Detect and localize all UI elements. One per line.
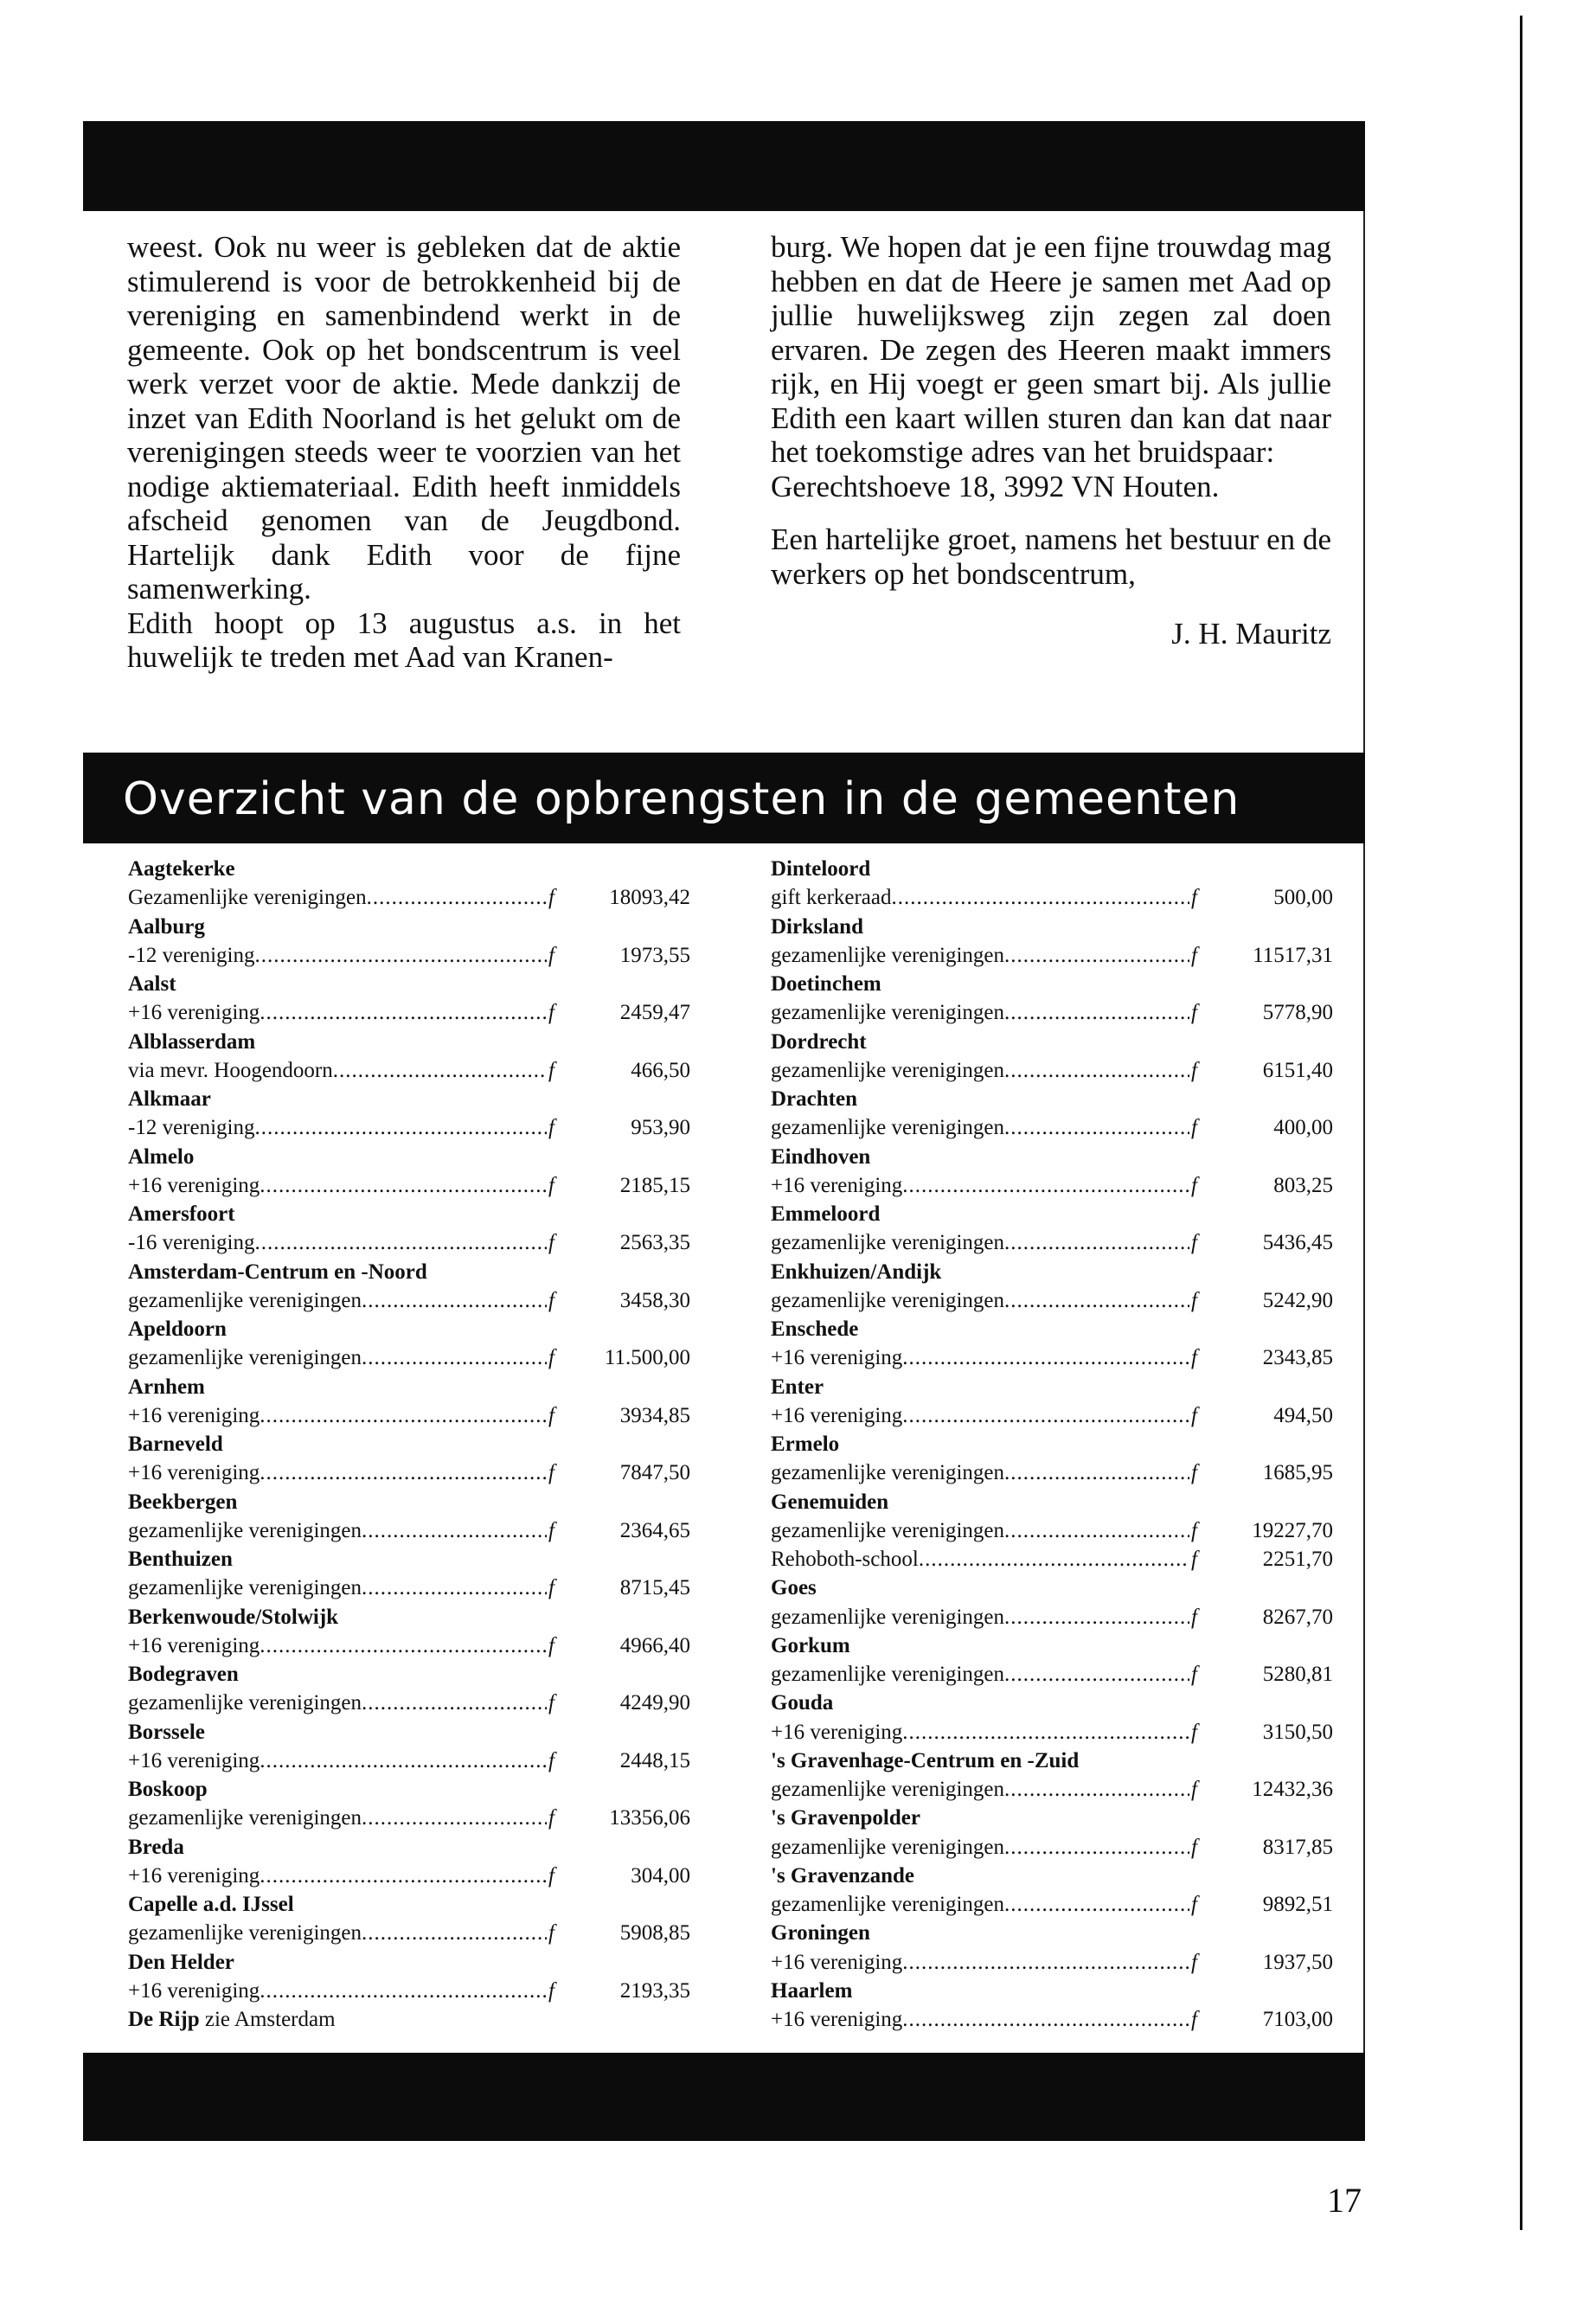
guilder-symbol: f [1191,2008,1197,2031]
dot-leader [333,1056,547,1085]
entry-amount: 3458,30 [619,1288,690,1312]
entry-description: +16 vereniging [771,1950,903,1974]
proceeds-row [771,883,1333,912]
place-name: Goes [771,1576,817,1600]
place-name: Genemuiden [771,1490,889,1514]
dot-leader [1004,1603,1189,1631]
place-name: Gouda [771,1691,834,1715]
dot-leader [1004,1660,1189,1689]
place-name: Ermelo [771,1433,840,1456]
proceeds-row [771,1516,1333,1545]
entry-description: +16 vereniging [128,1633,260,1657]
entry-amount: 8715,45 [619,1576,690,1600]
place-name: Enkhuizen/Andijk [771,1259,942,1284]
section-title: Overzicht van de opbrengsten in de gemeenten [123,773,1240,825]
dot-leader [260,1171,547,1200]
entry-amount: 2343,85 [1262,1346,1333,1370]
entry-description: gezamenlijke verenigingen [771,1461,1005,1485]
place-name: 's Gravenzande [771,1863,914,1888]
guilder-symbol: f [1191,1893,1197,1916]
dot-leader [1004,1056,1189,1085]
entry-description: Rehoboth-school [771,1548,919,1571]
article-text-right [771,230,1331,651]
dot-leader [892,883,1189,912]
entry-amount: 1937,50 [1262,1950,1333,1974]
dot-leader [367,883,547,912]
proceeds-row [771,1890,1333,1919]
dot-leader [1004,1228,1189,1257]
bottom-black-bar [83,2053,1365,2141]
entry-description: gezamenlijke verenigingen [771,1778,1005,1801]
place-name: Bodegraven [128,1663,239,1686]
guilder-symbol: f [548,1001,554,1025]
guilder-symbol: f [548,886,554,910]
entry-description: via mevr. Hoogendoorn [128,1058,333,1082]
entry-amount: 6151,40 [1262,1058,1333,1082]
entry-amount: 11.500,00 [604,1346,690,1370]
entry-amount: 7103,00 [1262,2008,1333,2031]
proceeds-row [771,1833,1333,1862]
place-name: Enschede [771,1317,859,1341]
entry-amount: 2185,15 [619,1173,690,1197]
place-name: Drachten [771,1087,857,1111]
guilder-symbol: f [548,1518,554,1542]
entry-description: gezamenlijke verenigingen [771,1663,1005,1686]
guilder-symbol: f [548,1173,554,1197]
guilder-symbol: f [548,1806,554,1830]
entry-amount: 2193,35 [619,1978,690,2003]
dot-leader [902,1171,1189,1200]
dot-leader [260,1977,547,2005]
dot-leader [902,1718,1189,1747]
place-name: Doetinchem [771,972,881,996]
guilder-symbol: f [548,1748,554,1772]
article-paragraph-3: burg. We hopen dat je een fijne trouwdag mag hebben en dat de Heere je samen met Aad op jullie huwelijksweg zijn zegen zal doen ervaren. De zegen des Heeren maakt immers rijk, en Hij voegt er geen smart bij. Als jullie Edith een kaart willen sturen dan kan dat naar het toekomstige adres van het bruidspaar: [771,230,1331,469]
entry-description: gezamenlijke verenigingen [771,1231,1005,1255]
proceeds-row [128,1574,690,1602]
guilder-symbol: f [548,1231,554,1255]
entry-amount: 11517,31 [1253,943,1333,967]
dot-leader [362,1516,547,1545]
dot-leader [260,1631,547,1660]
guilder-symbol: f [1191,1231,1197,1255]
bridal-address: Gerechtshoeve 18, 3992 VN Houten. [771,469,1220,503]
entry-amount: 4249,90 [619,1691,690,1715]
proceeds-row [128,1343,690,1372]
place-name: Alkmaar [128,1087,211,1111]
entry-amount: 466,50 [631,1058,690,1082]
dot-leader [260,1401,547,1430]
guilder-symbol: f [1191,943,1197,967]
entry-amount: 2459,47 [619,1001,690,1025]
entry-amount: 18093,42 [609,886,690,910]
entry-description: +16 vereniging [771,1720,903,1744]
page-number: 17 [1327,2181,1362,2220]
place-name: Aalburg [128,914,205,939]
proceeds-row [128,1458,690,1487]
proceeds-row [771,1286,1333,1315]
entry-description: gezamenlijke verenigingen [128,1576,362,1600]
entry-description: gezamenlijke verenigingen [771,1605,1005,1629]
guilder-symbol: f [548,1346,554,1370]
proceeds-row [771,998,1333,1027]
entry-description: gezamenlijke verenigingen [128,1346,362,1370]
proceeds-row [128,1747,690,1775]
dot-leader [362,1286,547,1315]
entry-amount: 7847,50 [619,1461,690,1485]
entry-description: gezamenlijke verenigingen [771,1288,1005,1312]
guilder-symbol: f [1191,1116,1197,1140]
dot-leader [1004,1286,1189,1315]
place-name: Haarlem [771,1978,853,2003]
guilder-symbol: f [548,1978,554,2003]
guilder-symbol: f [1191,1720,1197,1744]
entry-description: +16 vereniging [128,1863,260,1888]
place-name: Dordrecht [771,1029,867,1054]
entry-description: -12 vereniging [128,1116,255,1140]
entry-amount: 5778,90 [1262,1001,1333,1025]
proceeds-list-left [128,855,690,2034]
dot-leader [254,1113,547,1142]
entry-description: +16 vereniging [128,1403,260,1427]
entry-amount: 9892,51 [1262,1893,1333,1916]
entry-description: -12 vereniging [128,943,255,967]
entry-amount: 3934,85 [619,1403,690,1427]
dot-leader [260,1747,547,1775]
place-name: Gorkum [771,1633,850,1657]
guilder-symbol: f [548,1461,554,1485]
proceeds-row [771,1056,1333,1085]
guilder-symbol: f [548,1921,554,1945]
place-name: 's Gravenhage-Centrum en -Zuid [771,1748,1080,1772]
proceeds-row [128,883,690,912]
dot-leader [254,1228,547,1257]
dot-leader [902,2005,1189,2034]
entry-description: gift kerkeraad [771,886,892,910]
dot-leader [260,1862,547,1890]
entry-amount: 953,90 [631,1116,690,1140]
place-name: Dinteloord [771,857,871,881]
proceeds-row [771,1775,1333,1804]
entry-amount: 12432,36 [1252,1778,1333,1801]
place-name: Den Helder [128,1950,234,1974]
dot-leader [362,1343,547,1372]
guilder-symbol: f [1191,1950,1197,1974]
guilder-symbol: f [548,1403,554,1427]
place-name: Alblasserdam [128,1029,256,1054]
guilder-symbol: f [1191,1461,1197,1485]
proceeds-row [771,1113,1333,1142]
proceeds-row [771,1401,1333,1430]
proceeds-row [128,1286,690,1315]
entry-description: +16 vereniging [771,1346,903,1370]
place-name: Eindhoven [771,1144,871,1169]
place-name: Amersfoort [128,1202,235,1226]
guilder-symbol: f [1191,1346,1197,1370]
cross-reference-note [128,2005,690,2034]
guilder-symbol: f [1191,1288,1197,1312]
place-name: Amsterdam-Centrum en -Noord [128,1259,427,1284]
dot-leader [1004,1890,1189,1919]
guilder-symbol: f [1191,1605,1197,1629]
guilder-symbol: f [548,1058,554,1082]
entry-amount: 2364,65 [619,1518,690,1542]
dot-leader [362,1919,547,1947]
place-name: Aalst [128,972,176,996]
signature: J. H. Mauritz [1171,617,1331,651]
proceeds-row [771,2005,1333,2034]
entry-description: gezamenlijke verenigingen [771,943,1005,967]
article-text-left [127,230,681,675]
entry-amount: 3150,50 [1262,1720,1333,1744]
dot-leader [260,998,547,1027]
place-name: Boskoop [128,1778,208,1801]
entry-description: gezamenlijke verenigingen [771,1058,1005,1082]
entry-description: gezamenlijke verenigingen [771,1116,1005,1140]
entry-amount: 304,00 [631,1863,690,1888]
proceeds-row [771,1228,1333,1257]
proceeds-row [771,1343,1333,1372]
entry-description: gezamenlijke verenigingen [771,1518,1005,1542]
place-name: Dirksland [771,914,863,939]
guilder-symbol: f [1191,1835,1197,1859]
dot-leader [919,1545,1189,1574]
entry-amount: 5280,81 [1262,1663,1333,1686]
proceeds-row [771,941,1333,970]
dot-leader [260,1458,547,1487]
proceeds-row [771,1603,1333,1631]
place-name: Capelle a.d. IJssel [128,1893,294,1916]
proceeds-row [128,941,690,970]
proceeds-row [771,1171,1333,1200]
place-name: Barneveld [128,1433,223,1456]
entry-amount: 1973,55 [619,943,690,967]
entry-description: +16 vereniging [128,1461,260,1485]
proceeds-row [771,1458,1333,1487]
entry-amount: 2563,35 [619,1231,690,1255]
place-name: Arnhem [128,1375,205,1399]
entry-amount: 5242,90 [1262,1288,1333,1312]
entry-description: gezamenlijke verenigingen [771,1893,1005,1916]
entry-description: Gezamenlijke verenigingen [128,886,367,910]
entry-description: gezamenlijke verenigingen [128,1691,362,1715]
entry-description: gezamenlijke verenigingen [128,1518,362,1542]
article-paragraph-1: weest. Ook nu weer is gebleken dat de aktie stimulerend is voor de betrokkenheid bij de vereniging en samenbindend werkt in de gemeente. Ook op het bondscentrum is veel werk verzet voor de aktie. Mede dankzij de inzet van Edith Noorland is het gelukt om de verenigingen steeds weer te voorzien van het nodige aktiemateriaal. Edith heeft inmiddels afscheid genomen van de Jeugdbond. Hartelijk dank Edith voor de fijne samenwerking. [127,230,681,606]
proceeds-row [128,1631,690,1660]
right-edge-rule [1520,16,1522,2230]
entry-description: +16 vereniging [128,1173,260,1197]
entry-amount: 2448,15 [619,1748,690,1772]
guilder-symbol: f [548,1633,554,1657]
proceeds-row [128,998,690,1027]
place-name: Beekbergen [128,1490,238,1514]
guilder-symbol: f [548,1576,554,1600]
dot-leader [1004,1458,1189,1487]
guilder-symbol: f [1191,1403,1197,1427]
entry-amount: 8267,70 [1262,1605,1333,1629]
place-name: Aagtekerke [128,857,235,881]
entry-description: +16 vereniging [771,1403,903,1427]
dot-leader [254,941,547,970]
dot-leader [362,1804,547,1832]
proceeds-row [771,1948,1333,1977]
dot-leader [902,1948,1189,1977]
proceeds-list-right [771,855,1333,2034]
entry-description: gezamenlijke verenigingen [128,1288,362,1312]
guilder-symbol: f [1191,886,1197,910]
place-name: 's Gravenpolder [771,1806,920,1830]
entry-description: +16 vereniging [128,1748,260,1772]
dot-leader [1004,941,1189,970]
cross-reference-text: zie Amsterdam [199,2008,336,2031]
dot-leader [1004,1775,1189,1804]
entry-amount: 19227,70 [1252,1518,1333,1542]
entry-description: +16 vereniging [771,2008,903,2031]
entry-amount: 400,00 [1273,1116,1333,1140]
entry-amount: 8317,85 [1262,1835,1333,1859]
entry-amount: 5436,45 [1262,1231,1333,1255]
entry-description: -16 vereniging [128,1231,255,1255]
place-name: Berkenwoude/Stolwijk [128,1605,339,1629]
top-black-bar [83,121,1365,211]
guilder-symbol: f [1191,1548,1197,1571]
guilder-symbol: f [548,1691,554,1715]
guilder-symbol: f [548,943,554,967]
proceeds-row [128,1113,690,1142]
proceeds-row [128,1862,690,1890]
proceeds-row [128,1056,690,1085]
place-name: Emmeloord [771,1202,881,1226]
dot-leader [902,1343,1189,1372]
proceeds-row [128,1401,690,1430]
guilder-symbol: f [1191,1518,1197,1542]
dot-leader [902,1401,1189,1430]
proceeds-row [771,1660,1333,1689]
entry-amount: 494,50 [1273,1403,1333,1427]
place-name: De Rijp [128,2008,200,2031]
proceeds-row [128,1689,690,1717]
proceeds-row [771,1545,1333,1574]
guilder-symbol: f [1191,1663,1197,1686]
article-paragraph-2: Edith hoopt op 13 augustus a.s. in het huwelijk te treden met Aad van Kranen- [127,606,681,674]
entry-amount: 803,25 [1273,1173,1333,1197]
guilder-symbol: f [1191,1778,1197,1801]
proceeds-row [128,1228,690,1257]
guilder-symbol: f [1191,1058,1197,1082]
place-name: Enter [771,1375,824,1399]
entry-amount: 2251,70 [1262,1548,1333,1571]
entry-description: +16 vereniging [771,1173,903,1197]
place-name: Breda [128,1835,184,1859]
entry-description: +16 vereniging [128,1978,260,2003]
dot-leader [1004,1516,1189,1545]
entry-description: gezamenlijke verenigingen [771,1835,1005,1859]
entry-description: gezamenlijke verenigingen [128,1921,362,1945]
dot-leader [1004,1113,1189,1142]
dot-leader [1004,998,1189,1027]
place-name: Benthuizen [128,1548,233,1571]
dot-leader [362,1689,547,1717]
place-name: Groningen [771,1921,870,1945]
dot-leader [1004,1833,1189,1862]
entry-amount: 1685,95 [1262,1461,1333,1485]
guilder-symbol: f [548,1863,554,1888]
entry-amount: 4966,40 [619,1633,690,1657]
proceeds-row [128,1919,690,1947]
guilder-symbol: f [1191,1173,1197,1197]
entry-description: +16 vereniging [128,1001,260,1025]
proceeds-row [128,1516,690,1545]
entry-amount: 5908,85 [619,1921,690,1945]
proceeds-row [771,1718,1333,1747]
frame-rule [1363,211,1365,2053]
entry-description: gezamenlijke verenigingen [771,1001,1005,1025]
proceeds-row [128,1171,690,1200]
entry-description: gezamenlijke verenigingen [128,1806,362,1830]
place-name: Almelo [128,1144,195,1169]
guilder-symbol: f [548,1116,554,1140]
guilder-symbol: f [1191,1001,1197,1025]
dot-leader [362,1574,547,1602]
place-name: Apeldoorn [128,1317,227,1341]
guilder-symbol: f [548,1288,554,1312]
entry-amount: 13356,06 [609,1806,690,1830]
entry-amount: 500,00 [1273,886,1333,910]
proceeds-row [128,1977,690,2005]
closing-greeting: Een hartelijke groet, namens het bestuur en de werkers op het bondscentrum, [771,522,1331,591]
place-name: Borssele [128,1720,205,1744]
proceeds-row [128,1804,690,1832]
